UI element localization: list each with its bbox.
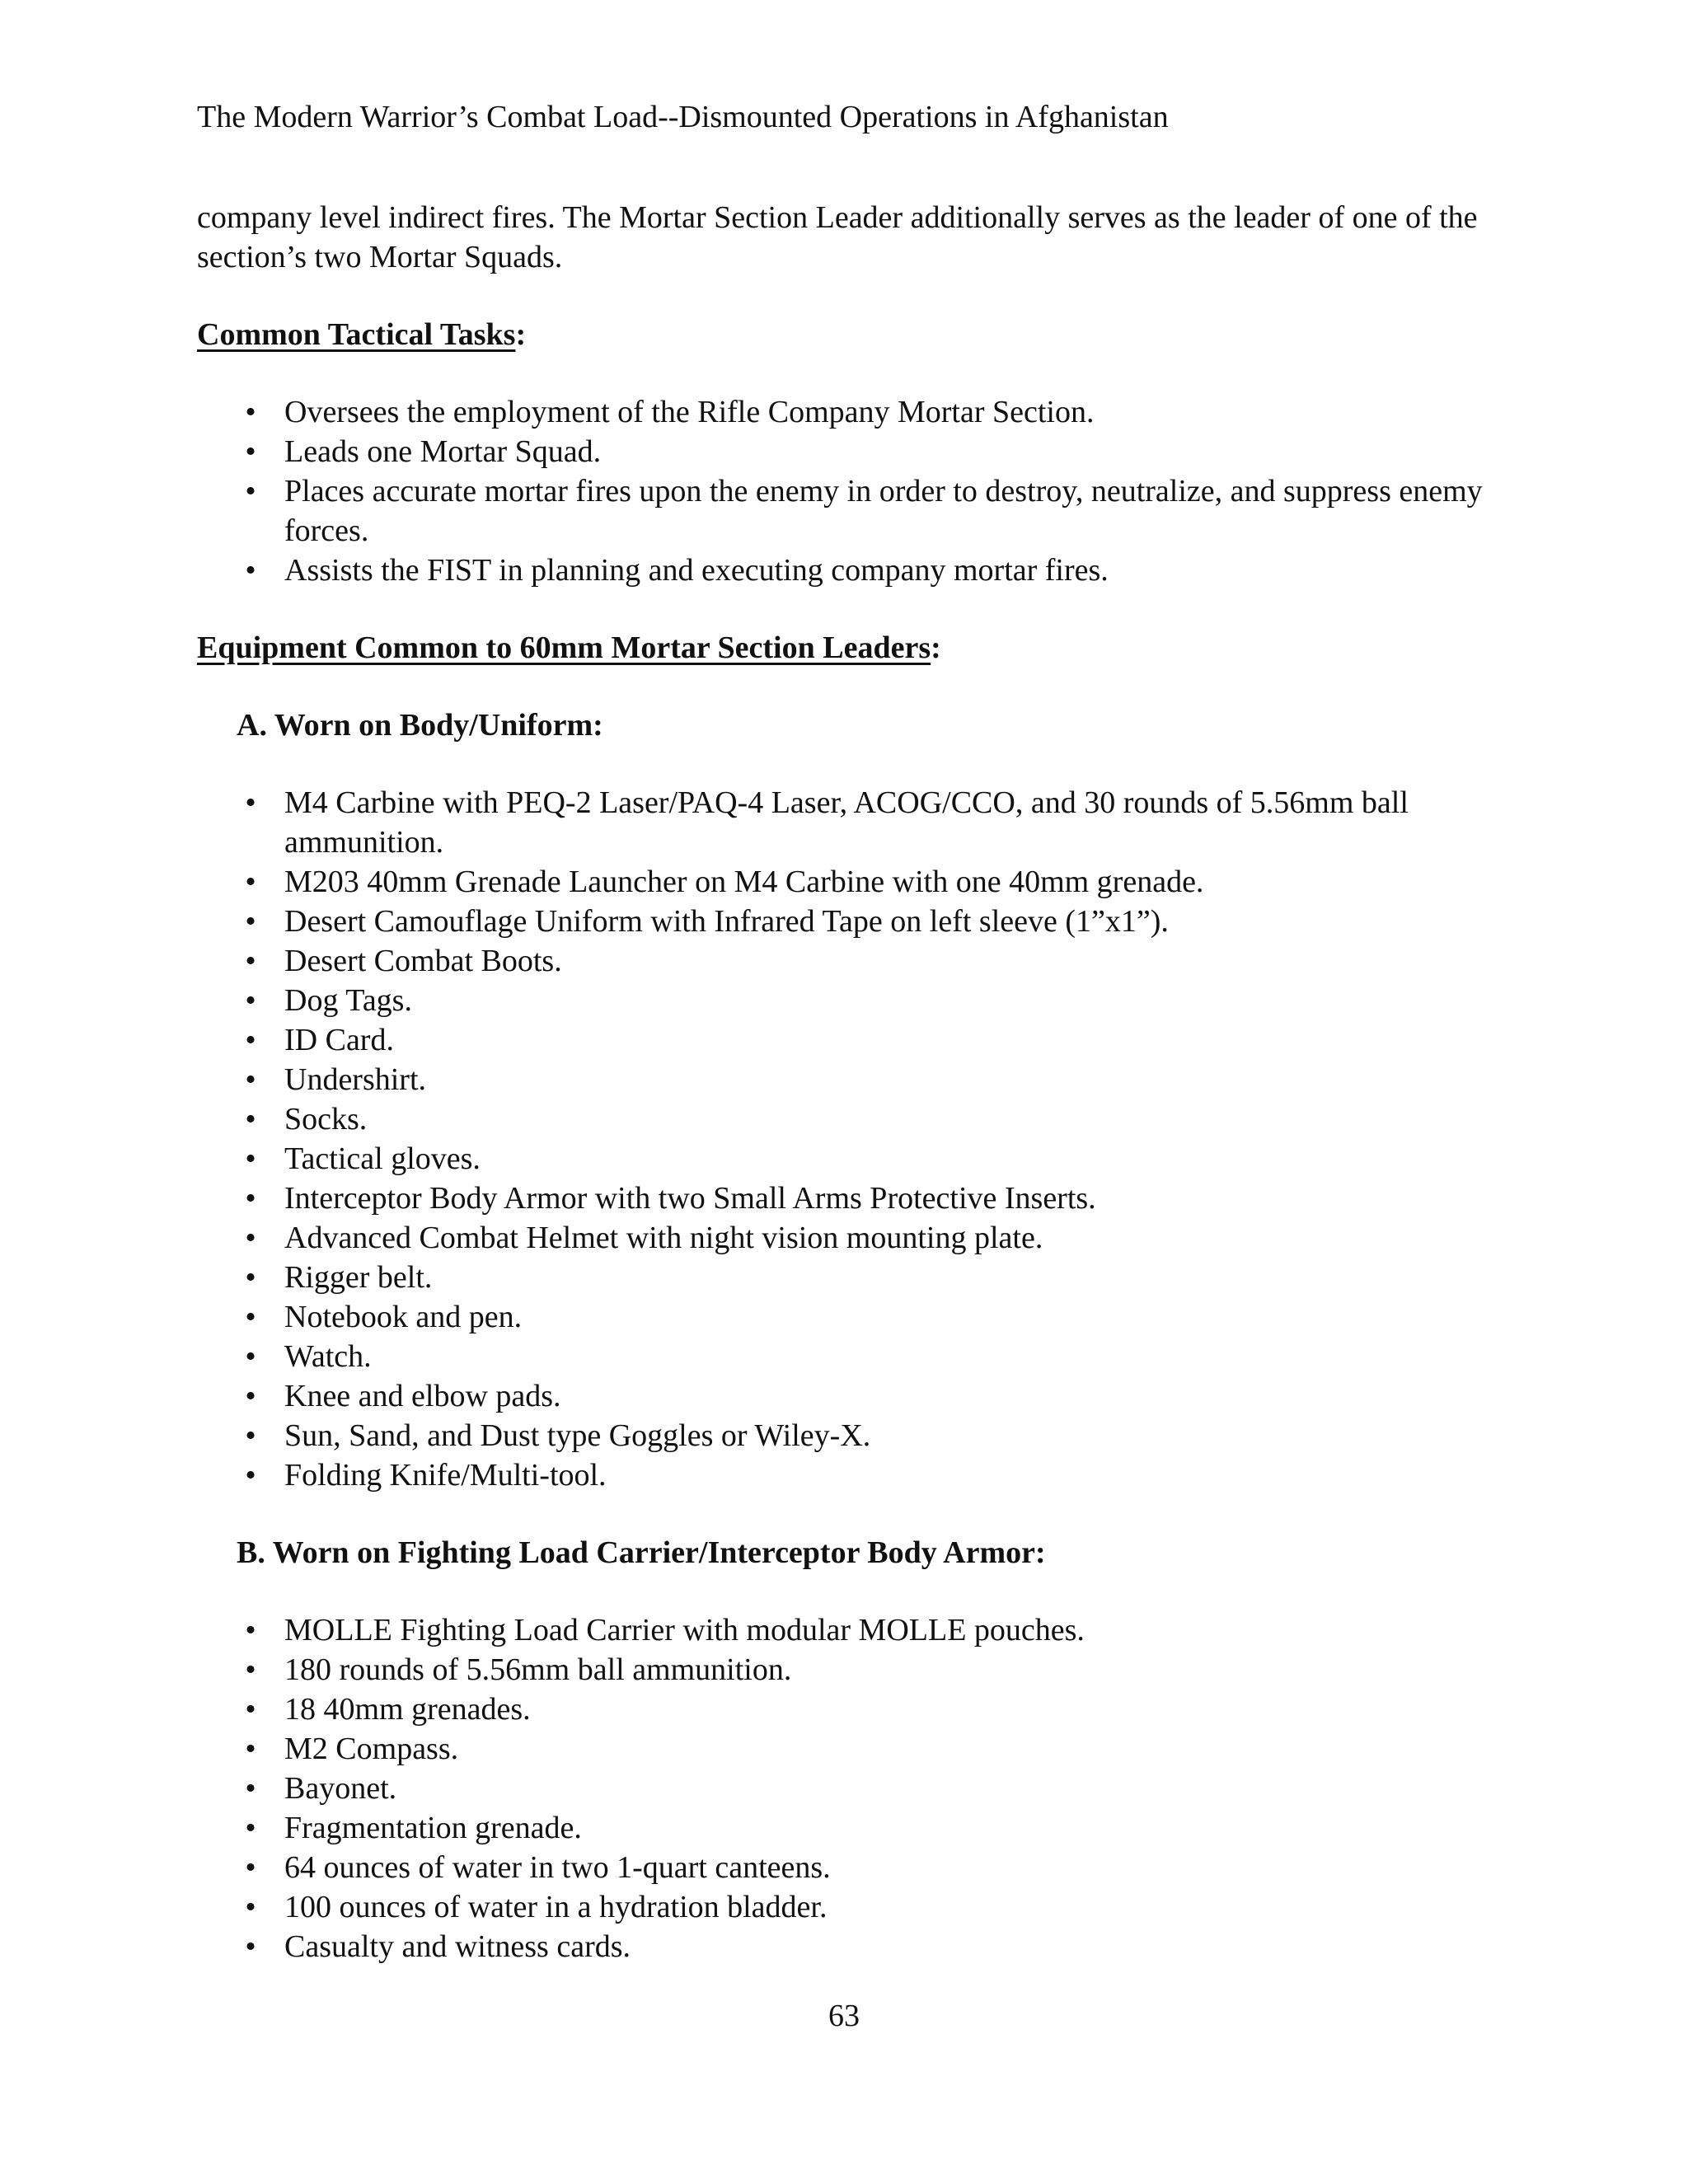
bullet-icon: • <box>245 1652 256 1687</box>
list-item <box>197 783 1499 862</box>
list-item <box>197 392 1499 432</box>
running-header: The Modern Warrior’s Combat Load--Dismounted Operations in Afghanistan <box>197 100 1169 134</box>
list-item <box>197 1139 1499 1179</box>
list-item <box>197 471 1499 551</box>
list-item <box>197 1376 1499 1416</box>
bullet-icon: • <box>245 395 256 429</box>
list-item <box>197 1455 1499 1495</box>
list-item <box>197 1179 1499 1218</box>
list-item-text: Casualty and witness cards. <box>284 1929 631 1964</box>
list-item-text: Rigger belt. <box>284 1260 433 1295</box>
bullet-icon: • <box>245 1062 256 1097</box>
list-item <box>197 1297 1499 1337</box>
list-item <box>197 862 1499 902</box>
bullet-icon: • <box>245 1181 256 1216</box>
list-item <box>197 941 1499 981</box>
list-item <box>197 1020 1499 1060</box>
bullet-icon: • <box>245 1023 256 1057</box>
list-item-text: Assists the FIST in planning and executing company mortar fires. <box>284 553 1109 588</box>
bullet-icon: • <box>245 1458 256 1493</box>
list-item <box>197 1848 1499 1887</box>
list-item <box>197 551 1499 590</box>
heading-colon: : <box>515 317 527 352</box>
list-item-text: Advanced Combat Helmet with night vision mounting plate. <box>284 1221 1043 1255</box>
bullet-icon: • <box>245 1221 256 1255</box>
list-item <box>197 1650 1499 1690</box>
bullet-icon: • <box>245 1141 256 1176</box>
list-item-text: Leads one Mortar Squad. <box>284 434 602 469</box>
list-item <box>197 1258 1499 1297</box>
bullet-icon: • <box>245 983 256 1018</box>
bullet-icon: • <box>245 1379 256 1413</box>
common-tactical-tasks-heading <box>197 315 1499 354</box>
bullet-icon: • <box>245 1260 256 1295</box>
list-item-text: Oversees the employment of the Rifle Company Mortar Section. <box>284 395 1095 429</box>
list-item-text: Bayonet. <box>284 1771 397 1806</box>
bullet-icon: • <box>245 1418 256 1453</box>
list-item <box>197 1218 1499 1258</box>
list-item-text: M203 40mm Grenade Launcher on M4 Carbine with one 40mm grenade. <box>284 865 1204 899</box>
page-content <box>197 198 1499 1966</box>
list-item-text: Knee and elbow pads. <box>284 1379 561 1413</box>
list-item-text: Desert Combat Boots. <box>284 944 562 978</box>
list-item <box>197 1099 1499 1139</box>
tactical-tasks-list <box>197 392 1499 590</box>
section-b-list <box>197 1610 1499 1966</box>
bullet-icon: • <box>245 553 256 588</box>
list-item-text: Places accurate mortar fires upon the enemy in order to destroy, neutralize, and suppress enemy forces. <box>284 474 1483 548</box>
list-item <box>197 1416 1499 1455</box>
list-item-text: Tactical gloves. <box>284 1141 481 1176</box>
list-item <box>197 1729 1499 1769</box>
list-item <box>197 1769 1499 1808</box>
bullet-icon: • <box>245 1929 256 1964</box>
heading-colon: : <box>931 630 941 665</box>
intro-paragraph: company level indirect fires. The Mortar Section Leader additionally serves as the leader of one of the section’s two Mortar Squads. <box>197 200 1478 274</box>
list-item <box>197 1690 1499 1729</box>
list-item <box>197 902 1499 941</box>
list-item-text: Undershirt. <box>284 1062 427 1097</box>
list-item-text: Desert Camouflage Uniform with Infrared Tape on left sleeve (1”x1”). <box>284 904 1169 939</box>
bullet-icon: • <box>245 904 256 939</box>
list-item-text: MOLLE Fighting Load Carrier with modular MOLLE pouches. <box>284 1613 1085 1647</box>
list-item-text: ID Card. <box>284 1023 394 1057</box>
page-number: 63 <box>828 1999 860 2033</box>
list-item-text: 18 40mm grenades. <box>284 1692 531 1727</box>
bullet-icon: • <box>245 1300 256 1334</box>
bullet-icon: • <box>245 1102 256 1137</box>
bullet-icon: • <box>245 474 256 509</box>
list-item-text: Interceptor Body Armor with two Small Arms Protective Inserts. <box>284 1181 1096 1216</box>
bullet-icon: • <box>245 1771 256 1806</box>
list-item-text: Sun, Sand, and Dust type Goggles or Wiley-X. <box>284 1418 871 1453</box>
bullet-icon: • <box>245 944 256 978</box>
list-item-text: 180 rounds of 5.56mm ball ammunition. <box>284 1652 792 1687</box>
equipment-heading <box>197 628 1499 668</box>
list-item <box>197 1060 1499 1099</box>
bullet-icon: • <box>245 1692 256 1727</box>
list-item <box>197 432 1499 471</box>
bullet-icon: • <box>245 1613 256 1647</box>
list-item <box>197 1337 1499 1376</box>
list-item-text: Watch. <box>284 1339 372 1374</box>
list-item <box>197 1808 1499 1848</box>
bullet-icon: • <box>245 434 256 469</box>
bullet-icon: • <box>245 1811 256 1845</box>
list-item-text: Socks. <box>284 1102 368 1137</box>
bullet-icon: • <box>245 1732 256 1766</box>
bullet-icon: • <box>245 865 256 899</box>
section-a-heading: A. Worn on Body/Uniform: <box>237 708 603 743</box>
heading-text: Equipment Common to 60mm Mortar Section Leaders <box>197 630 931 665</box>
list-item-text: Folding Knife/Multi-tool. <box>284 1458 607 1493</box>
bullet-icon: • <box>245 1339 256 1374</box>
bullet-icon: • <box>245 1890 256 1924</box>
heading-text: Common Tactical Tasks <box>197 317 516 352</box>
list-item-text: 64 ounces of water in two 1-quart canteens. <box>284 1850 831 1885</box>
list-item-text: M2 Compass. <box>284 1732 459 1766</box>
list-item-text: Fragmentation grenade. <box>284 1811 582 1845</box>
list-item-text: 100 ounces of water in a hydration bladder. <box>284 1890 828 1924</box>
list-item <box>197 981 1499 1020</box>
bullet-icon: • <box>245 1850 256 1885</box>
list-item <box>197 1887 1499 1927</box>
bullet-icon: • <box>245 785 256 820</box>
list-item-text: Dog Tags. <box>284 983 412 1018</box>
section-a-list <box>197 783 1499 1495</box>
list-item <box>197 1610 1499 1650</box>
list-item-text: Notebook and pen. <box>284 1300 523 1334</box>
section-b-heading: B. Worn on Fighting Load Carrier/Interceptor Body Armor: <box>237 1535 1046 1570</box>
list-item-text: M4 Carbine with PEQ-2 Laser/PAQ-4 Laser, ACOG/CCO, and 30 rounds of 5.56mm ball ammunition. <box>284 785 1409 860</box>
list-item <box>197 1927 1499 1966</box>
